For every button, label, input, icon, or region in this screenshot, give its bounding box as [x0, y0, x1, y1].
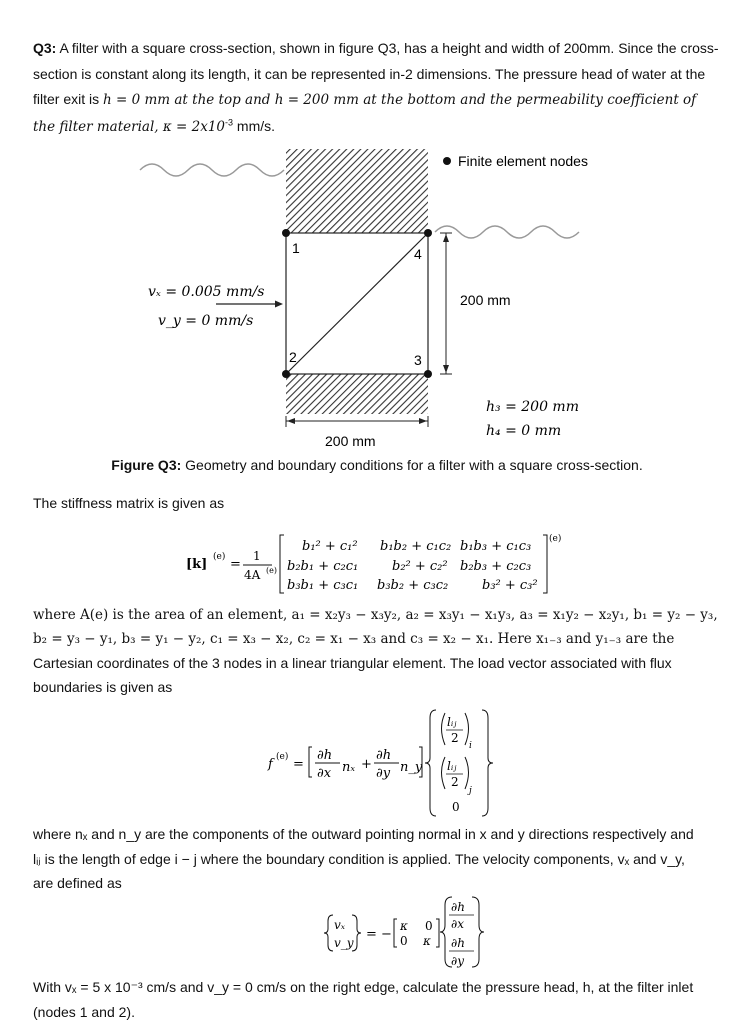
k-lhs: [k] — [186, 557, 208, 572]
water-wave-left — [140, 164, 284, 176]
node-3 — [424, 370, 432, 378]
final-line-1: With vₓ = 5 x 10⁻³ cm/s and v_y = 0 cm/s on the right edge, calculate the pressure head, h, at the filter inlet — [33, 979, 694, 995]
node-1 — [282, 229, 290, 237]
dh-v2: ∂h — [451, 936, 465, 950]
h3-label: h₃ = 200 mm — [486, 399, 579, 415]
m21: b₂b₁ + c₂c₁ — [287, 559, 359, 574]
node-label-4: 4 — [414, 246, 422, 262]
question-text: A filter with a square cross-section, shown in figure Q3, has a height and width of 200mm. Since the cross-section is constant along its length, it can be represented in-2 dimensions. The pressure head of water at the filter exit is — [33, 40, 719, 107]
h4-label: h₄ = 0 mm — [486, 423, 562, 439]
dy-1: ∂y — [376, 766, 391, 781]
ny: n_y — [400, 760, 423, 775]
svg-text:(e): (e) — [549, 534, 562, 544]
zero-entry: 0 — [452, 800, 460, 814]
dh-1: ∂h — [317, 748, 333, 763]
f-lhs: f — [268, 757, 273, 772]
dh-v1: ∂h — [451, 900, 465, 914]
area-line-1: where A(e) is the area of an element, a₁ = x₂y₃ − x₃y₂, a₂ = x₃y₁ − x₁y₃, a₃ = x₁y₂ − x₂y₁, b₁ = y₂ − y₃, — [33, 607, 718, 623]
area-line-2: b₂ = y₃ − y₁, b₃ = y₁ − y₂, c₁ = x₃ − x₂, c₂ = x₁ − x₃ and c₃ = x₂ − x₁. Here x₁₋₃ and y₁₋₃ are the — [33, 631, 675, 647]
m13: b₁b₃ + c₁c₃ — [460, 539, 532, 554]
stiffness-equation — [0, 525, 754, 600]
m23: b₂b₃ + c₂c₃ — [460, 559, 532, 574]
kappa-11: κ — [400, 919, 408, 933]
v-y: v_y — [334, 936, 354, 950]
final-line-2: (nodes 1 and 2). — [33, 1004, 135, 1020]
m22: b₂² + c₂² — [392, 559, 448, 574]
question-paragraph — [33, 36, 719, 140]
legend-label: Finite element nodes — [458, 153, 588, 169]
normals-paragraph — [33, 822, 719, 896]
svg-text:= −: = − — [366, 927, 392, 942]
dx-v: ∂x — [451, 917, 464, 931]
figure-caption — [0, 457, 754, 473]
final-paragraph — [33, 975, 719, 1025]
two-1: 2 — [451, 731, 459, 745]
h-top: h = 0 mm at the top and — [103, 92, 275, 108]
k-sup: (e) — [213, 552, 226, 562]
load-vector-equation — [0, 705, 754, 820]
frac-num: 1 — [253, 549, 261, 563]
v-x: vₓ — [334, 918, 346, 932]
normals-line-1: where nₓ and n_y are the components of the outward pointing normal in x and y directions respectively and — [33, 826, 694, 842]
kappa-value: κ = 2x10 — [162, 118, 226, 135]
node-2 — [282, 370, 290, 378]
m31: b₃b₁ + c₃c₁ — [287, 578, 359, 593]
caption-label: Figure Q3: — [111, 457, 182, 473]
svg-text:+: + — [361, 757, 372, 772]
frac-den: 4A — [244, 568, 261, 582]
kappa-22: κ — [423, 934, 431, 948]
m11: b₁² + c₁² — [302, 539, 358, 554]
stiffness-intro: The stiffness matrix is given as — [33, 495, 225, 511]
velocity-equation — [0, 895, 754, 975]
zero-12: 0 — [425, 919, 433, 933]
svg-text:(e): (e) — [266, 566, 277, 575]
water-wave-right — [435, 226, 579, 238]
height-label: 200 mm — [460, 292, 511, 308]
legend-dot — [443, 157, 451, 165]
svg-text:=: = — [230, 557, 241, 572]
svg-text:(e): (e) — [276, 752, 289, 762]
bottom-wall — [286, 374, 428, 414]
vy-label: v_y = 0 mm/s — [158, 313, 254, 329]
velocity-arrowhead — [275, 301, 283, 308]
normals-line-2: lᵢⱼ is the length of edge i − j where the boundary condition is applied. The velocity components, vₓ and v_y, — [33, 850, 685, 867]
sub-j: j — [469, 786, 472, 796]
dy-v: ∂y — [451, 954, 464, 968]
svg-text:=: = — [293, 757, 304, 772]
zero-21: 0 — [400, 934, 408, 948]
sub-i: i — [469, 741, 472, 751]
area-paragraph — [33, 603, 719, 699]
dx-1: ∂x — [317, 766, 332, 781]
top-wall — [286, 149, 428, 233]
node-4 — [424, 229, 432, 237]
kappa-unit: mm/s. — [233, 117, 276, 134]
caption-text: Geometry and boundary conditions for a filter with a square cross-section. — [181, 457, 643, 473]
figure-q3 — [0, 140, 754, 455]
area-line-4: boundaries is given as — [33, 679, 173, 695]
m12: b₁b₂ + c₁c₂ — [380, 539, 452, 554]
m32: b₃b₂ + c₃c₂ — [377, 578, 449, 593]
area-line-3: Cartesian coordinates of the 3 nodes in a linear triangular element. The load vector associated with flux — [33, 655, 672, 671]
node-label-2: 2 — [289, 349, 297, 365]
vx-label: vₓ = 0.005 mm/s — [148, 284, 265, 300]
node-label-1: 1 — [292, 240, 300, 256]
two-2: 2 — [451, 775, 459, 789]
question-label: Q3: — [33, 40, 57, 56]
node-label-3: 3 — [414, 352, 422, 368]
nx: nₓ — [342, 760, 355, 775]
width-label: 200 mm — [325, 433, 376, 449]
kappa-exp: -3 — [225, 116, 234, 127]
h-bottom: h = 200 mm at the bottom and the permeability coefficient of the filter material, — [33, 92, 697, 135]
dh-2: ∂h — [376, 748, 392, 763]
normals-line-3: are defined as — [33, 875, 122, 891]
lij-1: lᵢⱼ — [447, 715, 457, 729]
m33: b₃² + c₃² — [482, 578, 538, 593]
lij-2: lᵢⱼ — [447, 759, 457, 773]
